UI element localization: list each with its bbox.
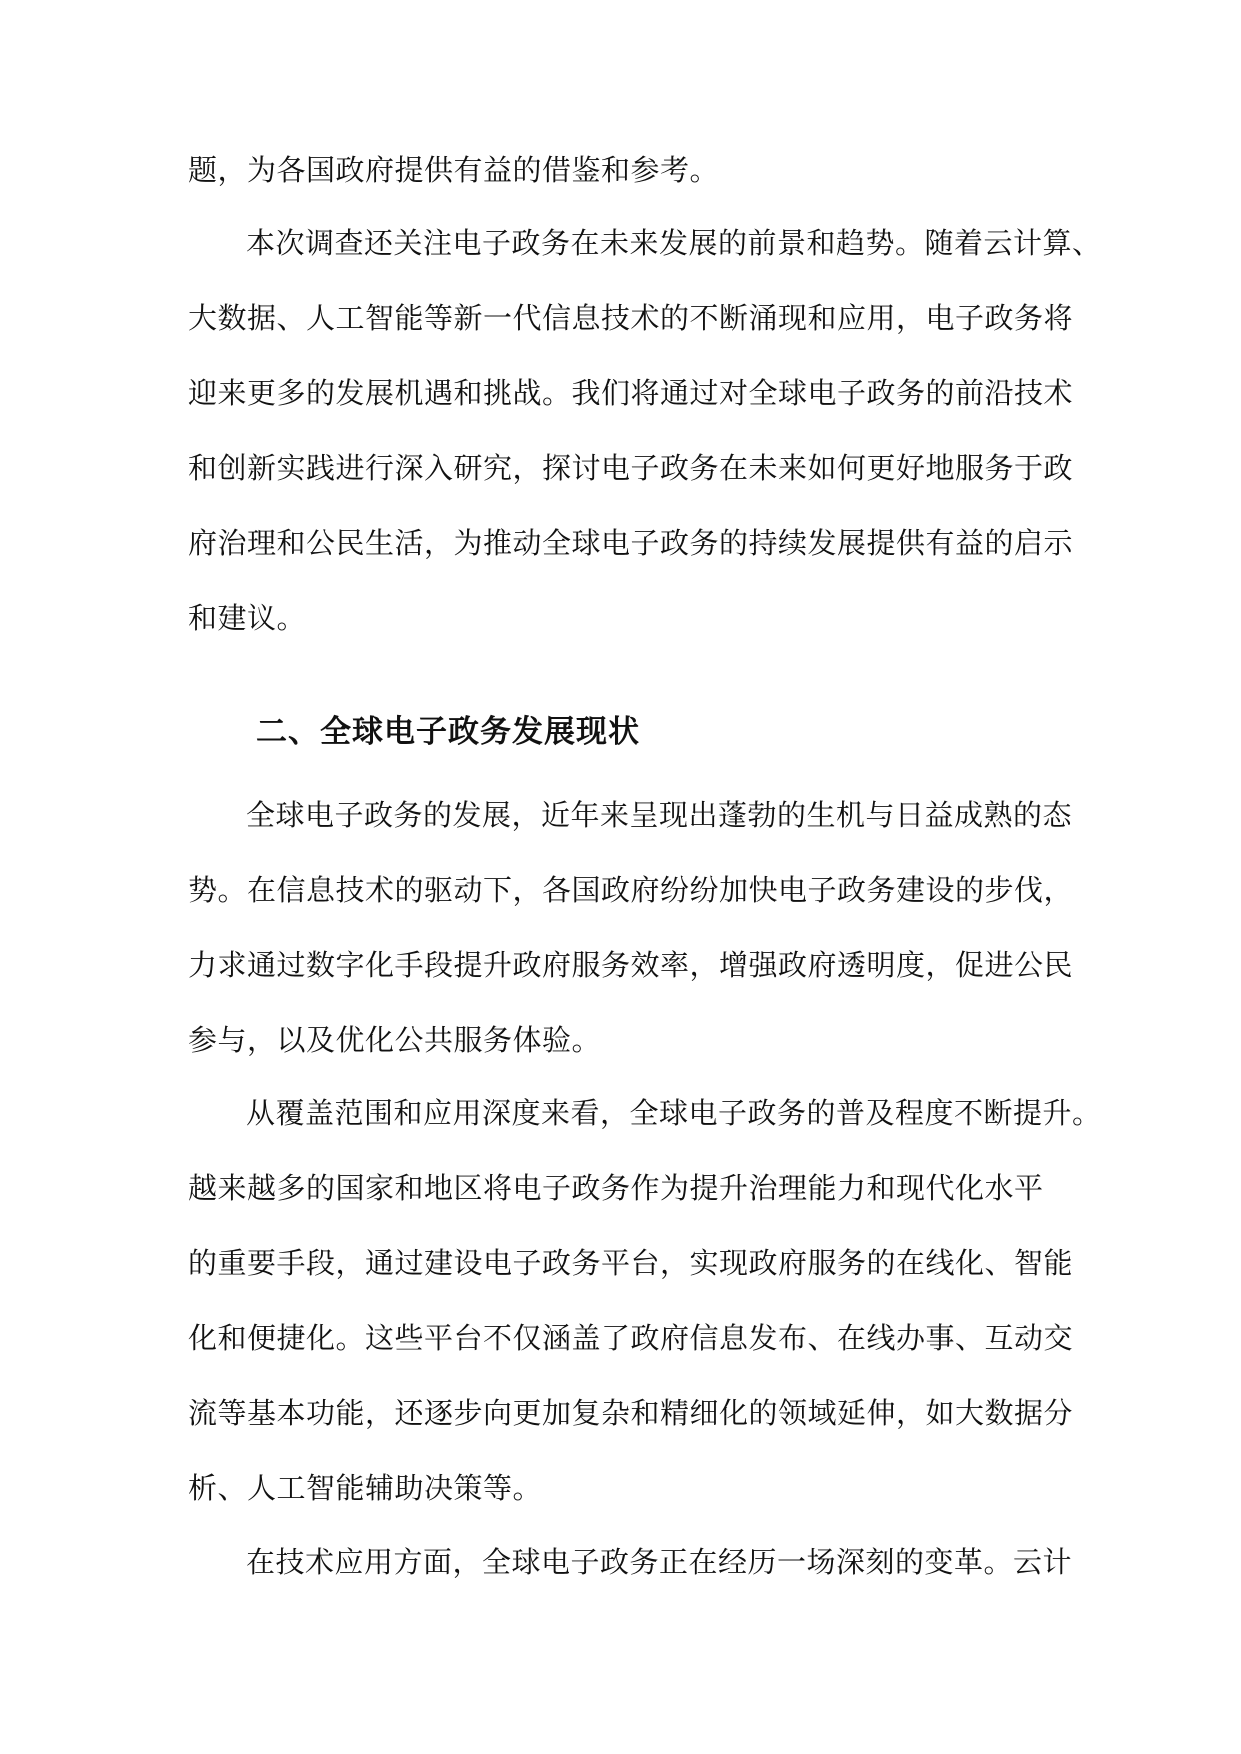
paragraph-overview-line: 全球电子政务的发展，近年来呈现出蓬勃的生机与日益成熟的态	[246, 798, 1073, 832]
paragraph-intro-line: 题，为各国政府提供有益的借鉴和参考。	[188, 153, 720, 187]
paragraph-future-line: 本次调查还关注电子政务在未来发展的前景和趋势。随着云计算、	[246, 226, 1102, 260]
paragraph-future-line: 和建议。	[188, 601, 307, 635]
paragraph-coverage-line: 越来越多的国家和地区将电子政务作为提升治理能力和现代化水平	[188, 1171, 1044, 1205]
paragraph-future-line: 迎来更多的发展机遇和挑战。我们将通过对全球电子政务的前沿技术	[188, 376, 1074, 410]
paragraph-coverage-line: 从覆盖范围和应用深度来看，全球电子政务的普及程度不断提升。	[246, 1096, 1102, 1130]
paragraph-technology-line: 在技术应用方面，全球电子政务正在经历一场深刻的变革。云计	[246, 1545, 1073, 1579]
paragraph-future-line: 府治理和公民生活，为推动全球电子政务的持续发展提供有益的启示	[188, 526, 1074, 560]
section-heading: 二、全球电子政务发展现状	[256, 714, 640, 750]
paragraph-coverage-line: 流等基本功能，还逐步向更加复杂和精细化的领域延伸，如大数据分	[188, 1396, 1074, 1430]
paragraph-overview-line: 势。在信息技术的驱动下，各国政府纷纷加快电子政务建设的步伐，	[188, 873, 1074, 907]
paragraph-coverage-line: 化和便捷化。这些平台不仅涵盖了政府信息发布、在线办事、互动交	[188, 1321, 1074, 1355]
paragraph-coverage-line: 析、人工智能辅助决策等。	[188, 1471, 543, 1505]
paragraph-overview-line: 参与，以及优化公共服务体验。	[188, 1023, 602, 1057]
paragraph-future-line: 和创新实践进行深入研究，探讨电子政务在未来如何更好地服务于政	[188, 451, 1074, 485]
paragraph-future-line: 大数据、人工智能等新一代信息技术的不断涌现和应用，电子政务将	[188, 301, 1074, 335]
paragraph-overview-line: 力求通过数字化手段提升政府服务效率，增强政府透明度，促进公民	[188, 948, 1074, 982]
paragraph-coverage-line: 的重要手段，通过建设电子政务平台，实现政府服务的在线化、智能	[188, 1246, 1074, 1280]
